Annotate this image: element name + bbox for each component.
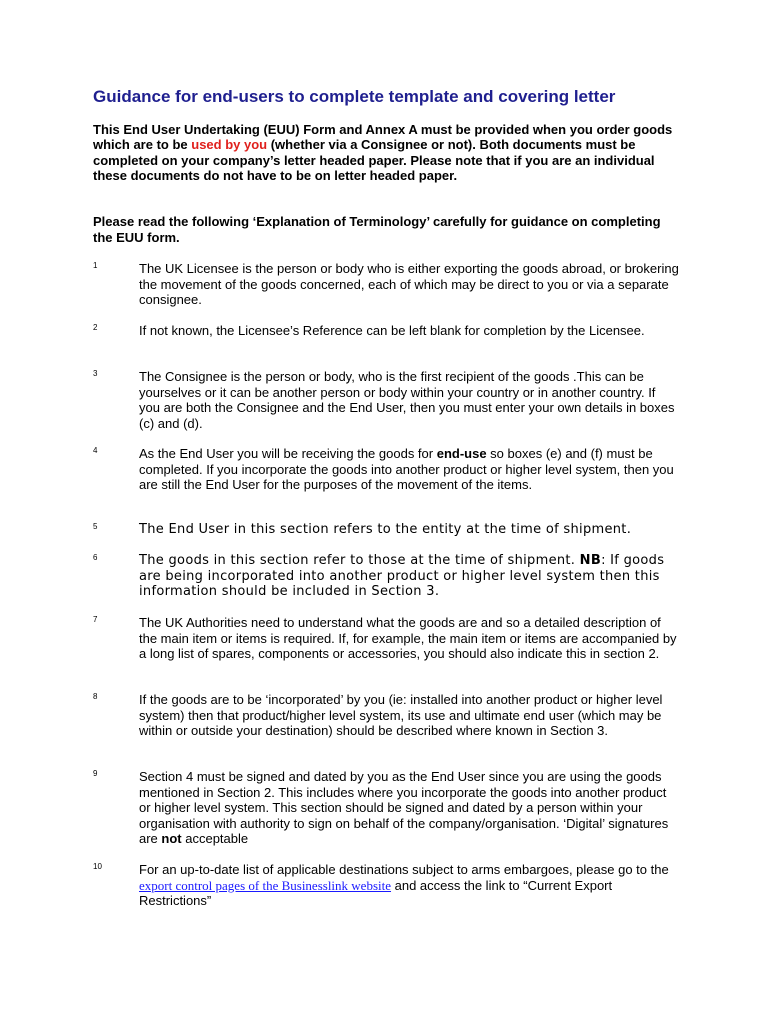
note-text-part: : If goods are being incorporated into another product or higher level system then this information should be included in Section 3. bbox=[139, 553, 665, 600]
note-text-bold: end-use bbox=[436, 446, 487, 461]
note-number: 8 bbox=[93, 692, 98, 701]
note-text bbox=[139, 862, 679, 909]
note-text-part: For an up-to-date list of applicable destinations subject to arms embargoes, please go to the bbox=[139, 862, 669, 877]
note-text-part: Section 4 must be signed and dated by you as the End User since you are using the goods mentioned in Section 2. This includes where you incorporate the goods into another product or higher level system. This section should be signed and dated by a person within your organisation with authority to sign on behalf of the company/organisation. ‘Digital’ signatures are bbox=[139, 769, 669, 847]
intro-highlight: used by you bbox=[191, 137, 268, 153]
note-text: The Consignee is the person or body, who is the first recipient of the goods .This can be yourselves or it can be another person or body within your country or in another country. If you are both the Consignee and the End User, then you must enter your own details in boxes (c) and (d). bbox=[139, 369, 675, 431]
note-text-part: The goods in this section refer to those at the time of shipment. bbox=[139, 553, 580, 568]
intro-text-2: (whether via a Consignee or not). Both documents must be completed on your company’s letter headed paper. Please note that if you are an individual these documents do not have to be on letter headed paper. bbox=[93, 137, 655, 184]
note-text-part: acceptable bbox=[181, 831, 249, 847]
read-notice: Please read the following ‘Explanation of Terminology’ carefully for guidance on completing the EUU form. bbox=[93, 214, 661, 245]
note-text bbox=[139, 553, 679, 600]
note-text-bold: not bbox=[161, 831, 182, 847]
note-text: If not known, the Licensee’s Reference can be left blank for completion by the Licensee. bbox=[139, 323, 645, 338]
note-text: The UK Licensee is the person or body who is either exporting the goods abroad, or brokering the movement of the goods concerned, each of which may be direct to you or via a separate consignee. bbox=[139, 261, 679, 308]
note-text bbox=[139, 769, 679, 847]
businesslink-link[interactable]: export control pages of the Businesslink website bbox=[139, 877, 392, 893]
note-number: 2 bbox=[93, 323, 98, 332]
note-number: 6 bbox=[93, 553, 98, 562]
intro-text-1: This End User Undertaking (EUU) Form and Annex A must be provided when you order goods which are to be bbox=[93, 122, 673, 153]
note-number: 7 bbox=[93, 615, 98, 624]
note-text-part: and access the link to “Current Export Restrictions” bbox=[139, 877, 613, 909]
note-text-part: As the End User you will be receiving the goods for bbox=[139, 446, 437, 461]
note-text: The End User in this section refers to the entity at the time of shipment. bbox=[139, 522, 632, 537]
note-text: The UK Authorities need to understand what the goods are and so a detailed description of the main item or items is required. If, for example, the main item or items are accompanied by a long list of spares, components or accessories, you should also indicate this in section 2. bbox=[139, 615, 677, 662]
note-text-part: so boxes (e) and (f) must be completed. If you incorporate the goods into another product or higher level system, then you are still the End User for the purposes of the movement of the items. bbox=[139, 446, 674, 493]
note-number: 1 bbox=[93, 261, 98, 270]
note-number: 4 bbox=[93, 446, 98, 455]
note-text bbox=[139, 446, 679, 493]
intro-paragraph bbox=[93, 122, 683, 184]
page-title: Guidance for end-users to complete template and covering letter bbox=[93, 87, 616, 106]
note-text-bold: NB bbox=[579, 553, 602, 568]
note-number: 10 bbox=[93, 862, 102, 871]
note-number: 9 bbox=[93, 769, 98, 778]
note-number: 5 bbox=[93, 522, 98, 531]
note-number: 3 bbox=[93, 369, 98, 378]
note-text: If the goods are to be ‘incorporated’ by you (ie: installed into another product or higher level system) then that product/higher level system, its use and ultimate end user (which may be within or outside your destination) should be described where known in Section 3. bbox=[139, 692, 663, 739]
